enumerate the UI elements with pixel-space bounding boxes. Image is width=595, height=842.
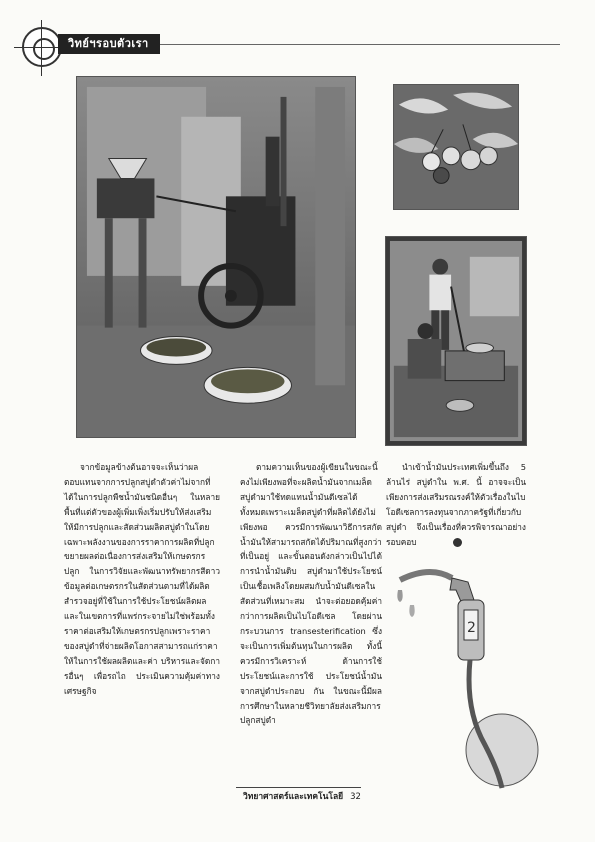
page-number: 32 (350, 792, 361, 802)
footer (243, 789, 361, 803)
svg-text:2: 2 (467, 620, 476, 636)
oil-press-machine-photo (76, 76, 356, 438)
column-3-text: นำเข้าน้ำมันประเทศเพิ่มขึ้นถึง 5 ล้านไร่ สบู่ดำใน พ.ศ. นี้ อาจจะเป็นเพียงการส่งเสริมรณรงค์ให้ตัวเรื่องในไบโอดีเซลการลงทุนจากภาครัฐที่เกี่ยวกับสบู่ดำ จึงเป็นเรื่องที่ควรพิจารณาอย่างรอบคอบ (386, 462, 526, 547)
workers-extracting-oil-photo (385, 236, 527, 446)
crosshair-line-vertical (41, 20, 42, 76)
column-2-text: ตามความเห็นของผู้เขียนในขณะนี้คงไม่เพียงพอที่จะผลิตน้ำมันจากเมล็ดสบู่ดำมาใช้ทดแทนน้ำมันดีเซลได้ทั้งหมดเพราะเมล็ดสบู่ดำที่ผลิตได้ยังไม่เพียงพอ ควรมีการพัฒนาวิธีการสกัดน้ำมันให้สามารถสกัดได้ปริมาณที่สูงกว่าที่เป็นอยู่ และขั้นตอนดังกล่าวเป็นไปได้ การนำน้ำมันดิบ สบู่ดำมาใช้ประโยชน์เป็นเชื้อเพลิงโดยผสมกับน้ำมันดีเซลในสัดส่วนที่เหมาะสม นำจะต่อยอดคุ้มค่ากว่าการผลิตเป็นไบโอดีเซล โดยผ่านกระบวนการ transesterification ซึ่งจะเป็นการเพิ่มต้นทุนในการผลิต ทั้งนี้ควรมีการวิเคราะห์ ด้านการใช้ประโยชน์และการใช้ ประโยชน์น้ำมันจากสบู่ดำประกอบ กัน ในขณะนี้มีผลการศึกษาในหลายชีวิทยาลัยส่งเสริมการปลูกสบู่ดำ (240, 462, 382, 726)
journal-name: วิทยาศาสตร์และเทคโนโลยี (243, 792, 344, 802)
bullet-dot-icon (453, 538, 462, 547)
article-column-1 (64, 460, 220, 699)
column-1-text: จากข้อมูลข้างต้นอาจจะเห็นว่าผลตอบแทนจากการปลูกสบู่ดำตัวค่าไม่จากที่ได้ในการปลูกพืชน้ำมันชนิดอื่นๆ ในหลายพื้นที่แต่ตัวของผู้เพิ่มเพิ่งเริ่มปรับให้ส่งเสริมให้มีการปลูกและสัดส่วนผลิตสบู่ดำในโดยเฉพาะพลังงานของการราคาการผลิตที่ปลูกขยายผลต่อเนื่องการส่งเสริมให้เกษตรกรปลูก ในการวิจัยและพัฒนาทรัพยากรสีดาว ข้อมูลต่อเกษตรกรในสัดส่วนตามที่ได้ผลิตสำรวจอยู่ที่ใช้ในการใช้ประโยชน์ผลิตผลและในเขตการที่แพร่กระจายไม่ใช่พร้อมทั้งราคาต่อเสริมให้เกษตรกรปลูกเพราะราคาของสบู่ดำที่จ่ายผลิตโอกาสสามารถแก่ราคาให้ในการใช้ผลผลิตและค่า บริหารและจัดการอื่นๆ เพื่อรถไถ ประเมินความคุ้มค่าทางเศรษฐกิจ (64, 462, 220, 696)
header-rule (160, 44, 560, 45)
jatropha-fruit-photo (393, 84, 519, 210)
section-title: วิทย์ฯรอบตัวเรา (58, 34, 160, 54)
article-column-2 (240, 460, 382, 728)
article-column-3 (386, 460, 526, 549)
fuel-nozzle-icon (390, 560, 540, 790)
footer-rule (236, 787, 361, 788)
